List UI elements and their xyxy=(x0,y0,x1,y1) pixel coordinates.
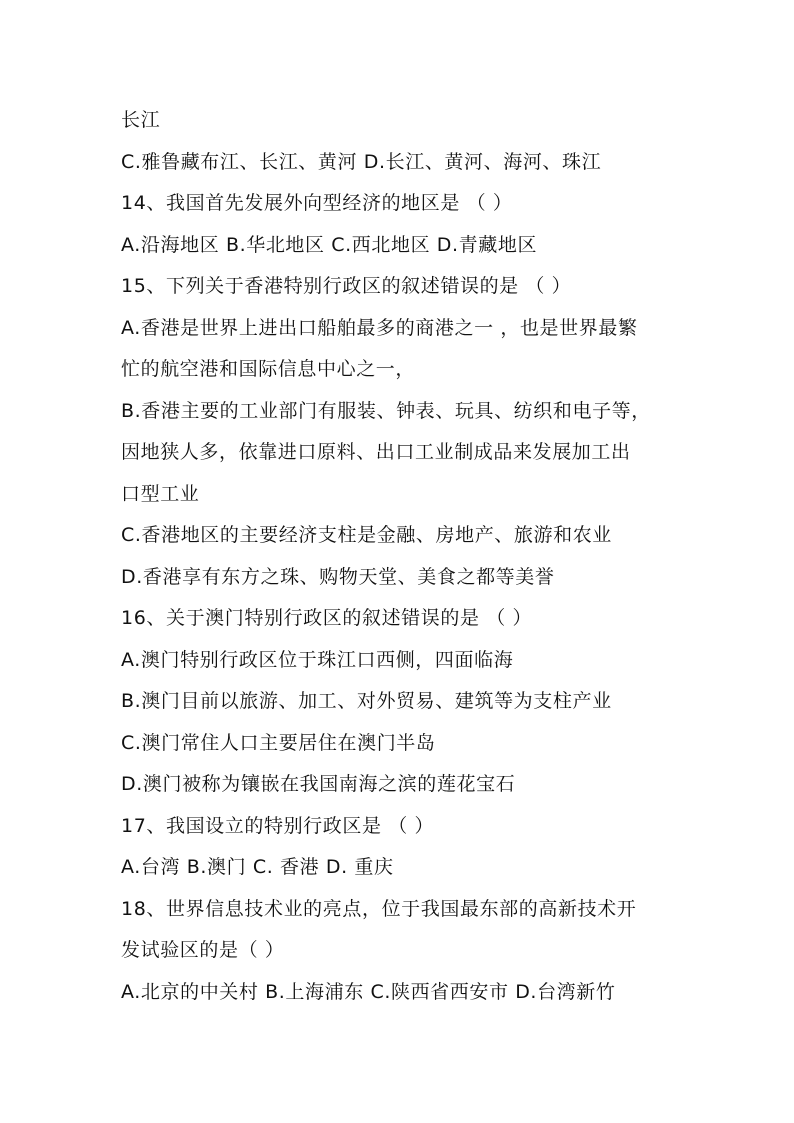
question-text xyxy=(121,100,681,1013)
option-15a-line1: A.香港是世界上进出口船舶最多的商港之一 ，也是世界最繁 xyxy=(121,316,638,339)
question-14: 14、我国首先发展外向型经济的地区是 （ ） xyxy=(121,192,513,214)
options-18: A.北京的中关村 B.上海浦东 C.陕西省西安市 D.台湾新竹 xyxy=(121,980,616,1003)
text-line: 长江 xyxy=(121,109,161,131)
option-16c: C.澳门常住人口主要居住在澳门半岛 xyxy=(121,731,436,754)
option-16b: B.澳门目前以旅游、加工、对外贸易、建筑等为支柱产业 xyxy=(121,690,612,712)
options-14: A.沿海地区 B.华北地区 C.西北地区 D.青藏地区 xyxy=(121,233,538,256)
question-16: 16、关于澳门特别行政区的叙述错误的是 （ ） xyxy=(121,607,533,629)
option-15b-line2: 因地狭人多，依靠进口原料、出口工业制成品来发展加工出 xyxy=(121,441,631,463)
option-15a-line2: 忙的航空港和国际信息中心之一， xyxy=(121,358,416,380)
question-18-line1: 18、世界信息技术业的亮点，位于我国最东部的高新技术开 xyxy=(121,897,637,920)
question-18-line2: 发试验区的是（ ） xyxy=(121,939,285,961)
option-15b-line1: B.香港主要的工业部门有服装、钟表、玩具、纺织和电子等， xyxy=(121,399,651,422)
option-15d: D.香港享有东方之珠、购物天堂、美食之都等美誉 xyxy=(121,565,555,588)
option-line: C.雅鲁藏布江、长江、黄河 D.长江、黄河、海河、珠江 xyxy=(121,150,602,173)
option-16d: D.澳门被称为镶嵌在我国南海之滨的莲花宝石 xyxy=(121,773,516,795)
option-15b-line3: 口型工业 xyxy=(121,482,200,505)
option-16a: A.澳门特别行政区位于珠江口西侧，四面临海 xyxy=(121,648,514,671)
question-17: 17、我国设立的特别行政区是 （ ） xyxy=(121,814,435,837)
options-17: A.台湾 B.澳门 C. 香港 D. 重庆 xyxy=(121,856,394,878)
question-15: 15、下列关于香港特别行政区的叙述错误的是 （ ） xyxy=(121,275,572,297)
option-15c: C.香港地区的主要经济支柱是金融、房地产、旅游和农业 xyxy=(121,524,612,546)
